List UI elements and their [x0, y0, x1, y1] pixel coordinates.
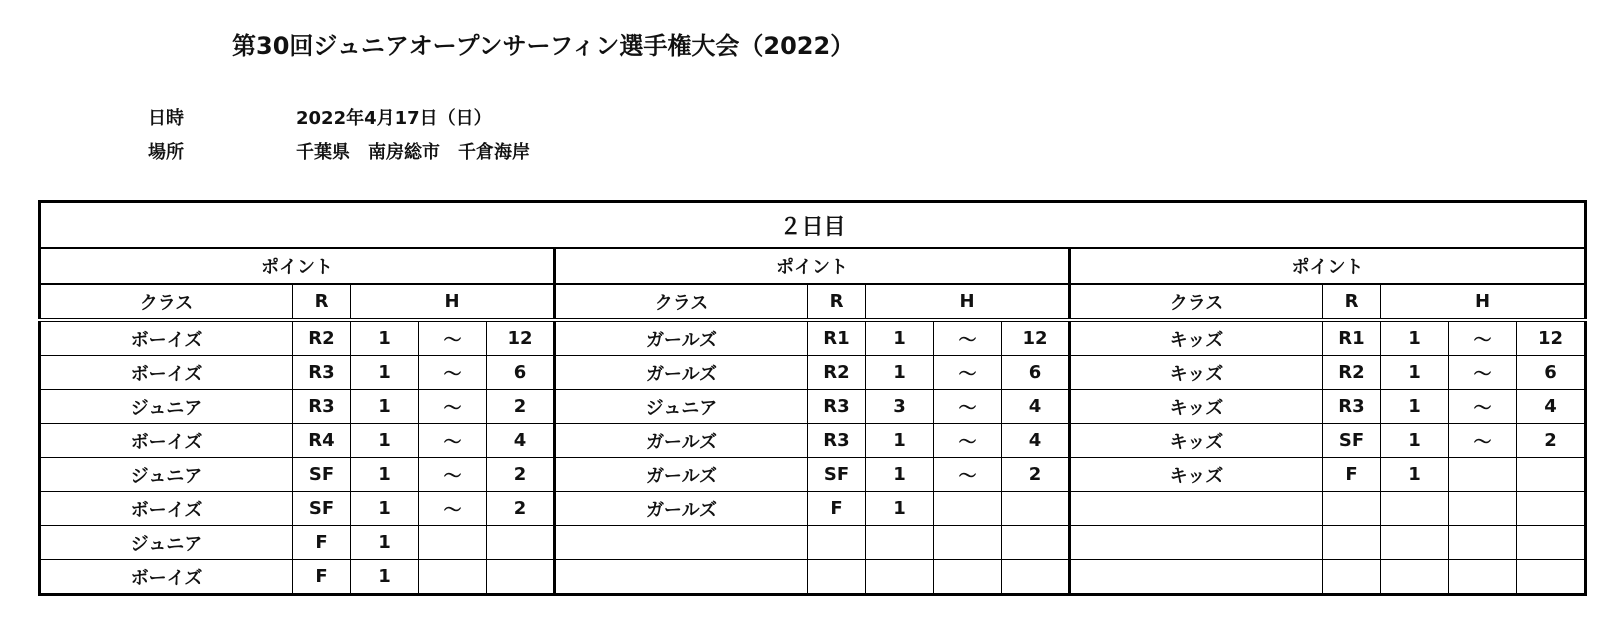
heat-range-separator: ～	[934, 320, 1002, 356]
round-column-header: R	[808, 284, 866, 320]
round-cell: R2	[293, 320, 351, 356]
class-column-header: クラス	[1070, 284, 1323, 320]
heat-range-separator	[934, 560, 1002, 595]
heat-start-cell	[866, 526, 934, 560]
table-row	[40, 320, 1586, 356]
heat-end-cell	[487, 560, 555, 595]
heat-end-cell: 4	[487, 424, 555, 458]
heat-start-cell: 1	[866, 458, 934, 492]
heat-range-separator	[934, 526, 1002, 560]
heat-end-cell	[1002, 560, 1070, 595]
point-header: ポイント	[555, 248, 1070, 284]
venue-value: 千葉県 南房総市 千倉海岸	[296, 142, 530, 163]
heat-range-separator: ～	[419, 356, 487, 390]
table-row	[40, 458, 1586, 492]
heat-end-cell: 2	[1517, 424, 1586, 458]
class-cell: ジュニア	[555, 390, 808, 424]
round-cell	[1323, 492, 1381, 526]
day-header: ２日目	[40, 202, 1586, 249]
class-cell: ガールズ	[555, 458, 808, 492]
class-cell: キッズ	[1070, 390, 1323, 424]
heat-range-separator: ～	[1449, 320, 1517, 356]
heat-end-cell	[1517, 458, 1586, 492]
class-cell: ガールズ	[555, 424, 808, 458]
heat-range-separator: ～	[419, 424, 487, 458]
round-cell: SF	[808, 458, 866, 492]
heat-end-cell	[1002, 526, 1070, 560]
heat-end-cell: 6	[1517, 356, 1586, 390]
heat-column-header: H	[351, 284, 555, 320]
heat-end-cell: 2	[487, 390, 555, 424]
round-column-header: R	[293, 284, 351, 320]
heat-start-cell	[1381, 492, 1449, 526]
heat-range-separator: ～	[1449, 390, 1517, 424]
round-cell: F	[293, 526, 351, 560]
heat-start-cell: 1	[351, 424, 419, 458]
table-row	[40, 560, 1586, 595]
heat-start-cell: 1	[351, 526, 419, 560]
heat-start-cell: 1	[351, 390, 419, 424]
heat-start-cell: 1	[866, 424, 934, 458]
round-cell: R3	[293, 356, 351, 390]
table-row	[40, 390, 1586, 424]
heat-end-cell: 2	[487, 492, 555, 526]
round-cell	[1323, 560, 1381, 595]
heat-start-cell: 1	[1381, 356, 1449, 390]
round-cell: SF	[293, 458, 351, 492]
heat-end-cell: 4	[1517, 390, 1586, 424]
heat-range-separator: ～	[1449, 356, 1517, 390]
class-cell: ジュニア	[40, 390, 293, 424]
round-cell: F	[808, 492, 866, 526]
round-column-header: R	[1323, 284, 1381, 320]
heat-end-cell: 12	[487, 320, 555, 356]
class-column-header: クラス	[555, 284, 808, 320]
class-cell	[1070, 526, 1323, 560]
class-cell	[1070, 560, 1323, 595]
heat-start-cell	[1381, 560, 1449, 595]
heat-range-separator: ～	[934, 390, 1002, 424]
heat-range-separator: ～	[419, 492, 487, 526]
heat-start-cell: 1	[351, 560, 419, 595]
heat-start-cell: 1	[351, 356, 419, 390]
class-cell: キッズ	[1070, 320, 1323, 356]
round-cell: R3	[293, 390, 351, 424]
heat-start-cell: 1	[866, 356, 934, 390]
heat-end-cell	[1002, 492, 1070, 526]
heat-end-cell	[487, 526, 555, 560]
heat-start-cell	[1381, 526, 1449, 560]
class-cell	[555, 560, 808, 595]
round-cell: R1	[1323, 320, 1381, 356]
heat-range-separator: ～	[934, 458, 1002, 492]
round-cell	[1323, 526, 1381, 560]
heat-range-separator: ～	[419, 458, 487, 492]
heat-end-cell: 12	[1002, 320, 1070, 356]
heat-column-header: H	[866, 284, 1070, 320]
class-column-header: クラス	[40, 284, 293, 320]
heat-end-cell	[1517, 492, 1586, 526]
round-cell: SF	[293, 492, 351, 526]
class-cell	[555, 526, 808, 560]
heat-end-cell: 4	[1002, 390, 1070, 424]
heat-end-cell	[1517, 526, 1586, 560]
page-title: 第30回ジュニアオープンサーフィン選手権大会（2022）	[232, 32, 855, 60]
heat-start-cell: 1	[351, 320, 419, 356]
round-cell: R4	[293, 424, 351, 458]
date-label: 日時	[148, 108, 184, 129]
class-cell: ボーイズ	[40, 356, 293, 390]
heat-start-cell: 1	[351, 458, 419, 492]
class-cell: ボーイズ	[40, 492, 293, 526]
heat-range-separator	[1449, 458, 1517, 492]
date-value: 2022年4月17日（日）	[296, 108, 492, 129]
round-cell: R3	[1323, 390, 1381, 424]
round-cell: R2	[808, 356, 866, 390]
class-cell: ガールズ	[555, 492, 808, 526]
class-cell: キッズ	[1070, 356, 1323, 390]
heat-range-separator: ～	[934, 356, 1002, 390]
class-cell: ジュニア	[40, 458, 293, 492]
class-cell	[1070, 492, 1323, 526]
heat-end-cell: 2	[487, 458, 555, 492]
table-row	[40, 492, 1586, 526]
round-cell: R3	[808, 424, 866, 458]
round-cell: SF	[1323, 424, 1381, 458]
class-cell: ボーイズ	[40, 424, 293, 458]
heat-schedule-table	[38, 200, 1587, 596]
table-row	[40, 356, 1586, 390]
round-cell: R2	[1323, 356, 1381, 390]
heat-start-cell: 1	[1381, 424, 1449, 458]
heat-start-cell: 1	[1381, 458, 1449, 492]
heat-range-separator	[419, 526, 487, 560]
round-cell: F	[1323, 458, 1381, 492]
round-cell: R3	[808, 390, 866, 424]
round-cell: R1	[808, 320, 866, 356]
heat-range-separator: ～	[419, 390, 487, 424]
class-cell: ガールズ	[555, 356, 808, 390]
heat-end-cell: 12	[1517, 320, 1586, 356]
heat-range-separator: ～	[934, 424, 1002, 458]
heat-start-cell: 3	[866, 390, 934, 424]
heat-end-cell: 4	[1002, 424, 1070, 458]
heat-start-cell	[866, 560, 934, 595]
heat-start-cell: 1	[866, 320, 934, 356]
heat-start-cell: 1	[351, 492, 419, 526]
heat-end-cell: 6	[487, 356, 555, 390]
heat-range-separator	[419, 560, 487, 595]
class-cell: キッズ	[1070, 458, 1323, 492]
heat-range-separator	[1449, 526, 1517, 560]
table-row	[40, 424, 1586, 458]
class-cell: キッズ	[1070, 424, 1323, 458]
heat-end-cell	[1517, 560, 1586, 595]
heat-range-separator	[934, 492, 1002, 526]
point-header: ポイント	[1070, 248, 1586, 284]
round-cell	[808, 560, 866, 595]
table-row	[40, 526, 1586, 560]
heat-column-header: H	[1381, 284, 1586, 320]
class-cell: ガールズ	[555, 320, 808, 356]
point-header: ポイント	[40, 248, 555, 284]
class-cell: ジュニア	[40, 526, 293, 560]
class-cell: ボーイズ	[40, 560, 293, 595]
heat-range-separator	[1449, 560, 1517, 595]
heat-start-cell: 1	[1381, 320, 1449, 356]
heat-end-cell: 6	[1002, 356, 1070, 390]
round-cell: F	[293, 560, 351, 595]
class-cell: ボーイズ	[40, 320, 293, 356]
heat-start-cell: 1	[866, 492, 934, 526]
heat-end-cell: 2	[1002, 458, 1070, 492]
heat-range-separator: ～	[1449, 424, 1517, 458]
heat-start-cell: 1	[1381, 390, 1449, 424]
heat-range-separator: ～	[419, 320, 487, 356]
round-cell	[808, 526, 866, 560]
venue-label: 場所	[148, 142, 184, 163]
heat-range-separator	[1449, 492, 1517, 526]
